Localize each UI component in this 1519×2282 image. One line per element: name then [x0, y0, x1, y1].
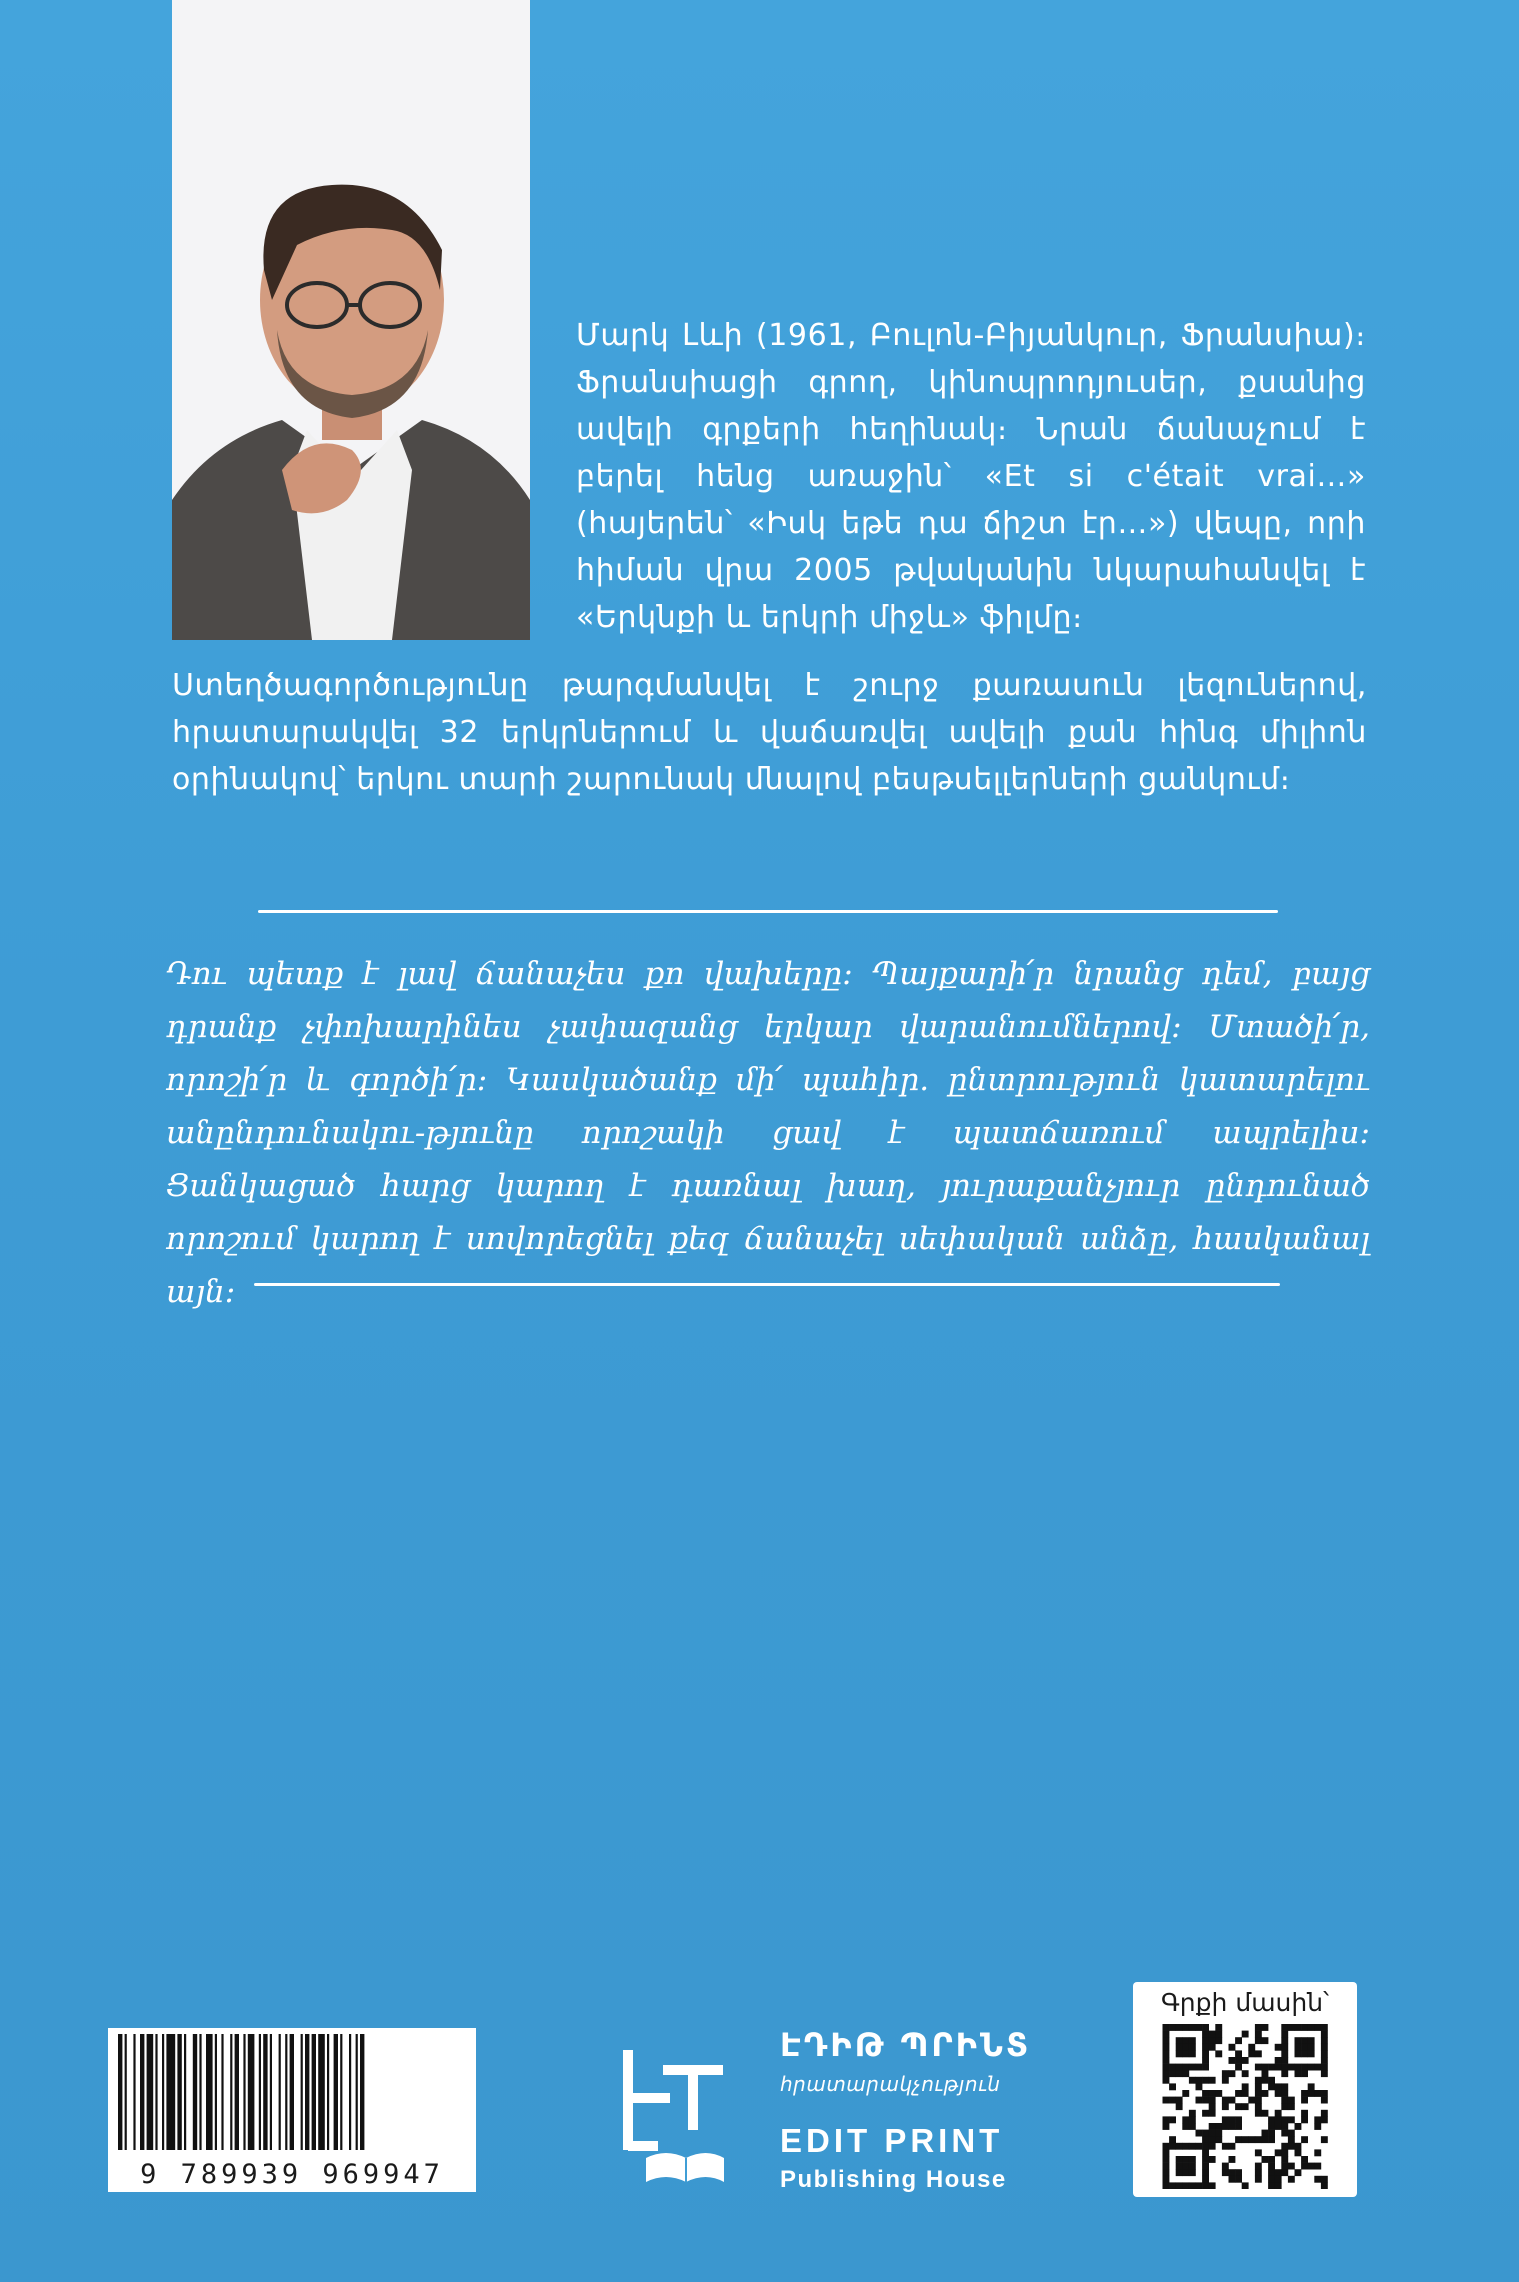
publisher-subtitle-armenian: հրատարակչություն: [780, 2072, 1001, 2096]
isbn-number: 9 789939 969947: [140, 2159, 444, 2190]
qr-label: Գրքի մասին՝: [1160, 1988, 1330, 2017]
publisher-name-armenian: ԷԴԻԹ ՊՐԻՆՏ: [780, 2026, 1032, 2064]
author-photo: [172, 0, 530, 640]
publisher-book-logo-icon: [618, 2040, 728, 2190]
author-bio: Մարկ Լևի (1961, Բուլոն-Բիյանկուր, Ֆրանսիա)։ Ֆրանսիացի գրող, կինոպրոդյուսեր, քսանից ավելի գրքերի հեղինակ։ Նրան ճանաչում է բերել հենց առաջին՝ «Et si c'était vrai…» (հայերեն՝ «Իսկ եթե դա ճիշտ էր…») վեպը, որի հիման վրա 2005 թվականին նկարահանվել է «Երկնքի և երկրի միջև» ֆիլմը։: [576, 318, 1366, 635]
publisher-name-english: EDIT PRINT: [780, 2122, 1004, 2159]
works-summary: Ստեղծագործությունը թարգմանվել է շուրջ քառասուն լեզուներով, հրատարակվել 32 երկրներում և վաճառվել ավելի քան հինգ միլիոն օրինակով՝ երկու տարի շարունակ մնալով բեսթսելլերների ցանկում։: [172, 668, 1367, 797]
publisher-block: [618, 2026, 1048, 2196]
barcode: [108, 2028, 476, 2192]
divider-bottom: [254, 1283, 1280, 1286]
publisher-subtitle-english: Publishing House: [780, 2166, 1007, 2193]
book-quote: Դու պետք է լավ ճանաչես քո վախերը։ Պայքարի՛ր նրանց դեմ, բայց դրանք չփոխարինես չափազանց երկար վարանումներով։ Մտածի՛ր, որոշի՛ր և գործի՛ր։ Կասկածանք մի՛ պահիր. ընտրություն կատարելու անընդունակու-թյունը որոշակի ցավ է պատճառում ապրելիս։ Ցանկացած հարց կարող է դառնալ խաղ, յուրաքանչյուր ընդունած որոշում կարող է սովորեցնել քեզ ճանաչել սեփական անձը, հասկանալ այն։: [166, 956, 1370, 1310]
qr-code-panel: [1133, 1982, 1357, 2197]
qr-code[interactable]: [1154, 2024, 1336, 2189]
divider-top: [258, 910, 1278, 913]
